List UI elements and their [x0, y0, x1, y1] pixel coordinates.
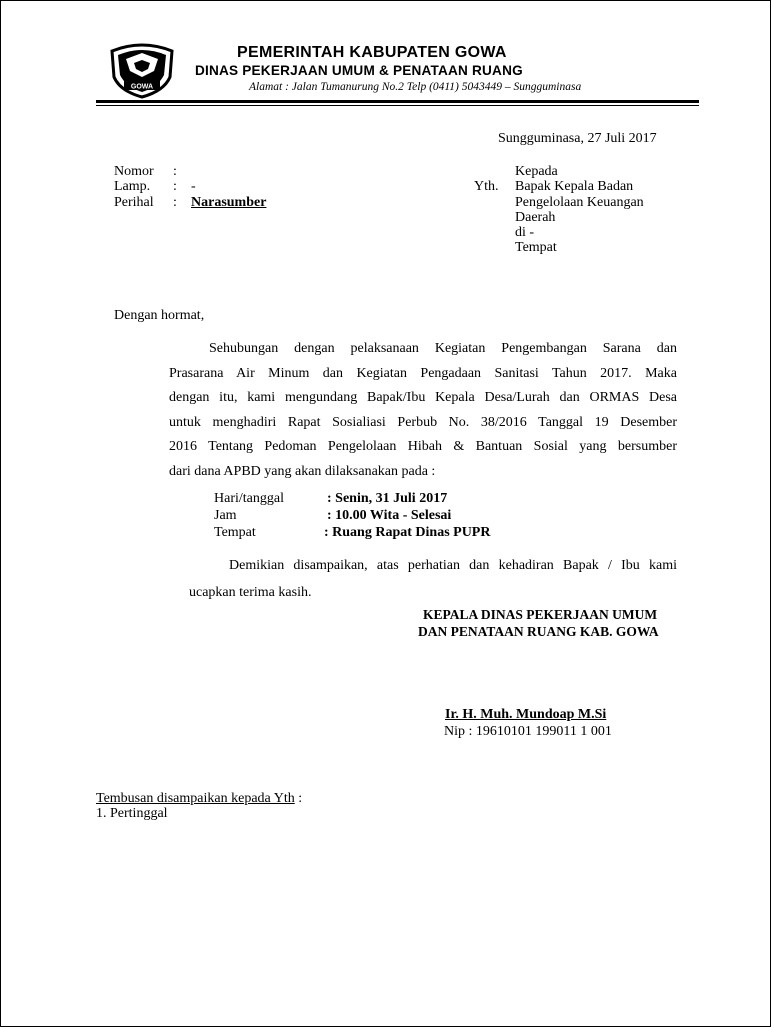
recipient-line-2: Pengelolaan Keuangan	[515, 195, 644, 210]
perihal-separator: :	[173, 195, 177, 210]
body-line: Sehubungan dengan pelaksanaan Kegiatan Pengembangan Sarana dan	[209, 341, 677, 356]
header-address: Alamat : Jalan Tumanurung No.2 Telp (0411) 5043449 – Sungguminasa	[249, 81, 582, 93]
body-line: Prasarana Air Minum dan Kegiatan Pengadaan Sanitasi Tahun 2017. Maka	[169, 365, 677, 381]
header-rule-thick	[96, 100, 699, 103]
lamp-value: -	[191, 179, 196, 194]
recipient-yth: Yth.	[474, 179, 499, 194]
schedule-hari-value: : Senin, 31 Juli 2017	[327, 491, 448, 506]
nomor-separator: :	[173, 164, 177, 179]
greeting: Dengan hormat,	[114, 308, 205, 323]
header-rule-thin	[96, 105, 699, 106]
nomor-label: Nomor	[114, 164, 154, 179]
recipient-tempat: Tempat	[515, 240, 557, 255]
recipient-kepada: Kepada	[515, 164, 558, 179]
recipient-line-3: Daerah	[515, 210, 556, 225]
schedule-tempat-value: : Ruang Rapat Dinas PUPR	[324, 525, 491, 540]
signatory-name: Ir. H. Muh. Mundoap M.Si	[445, 707, 607, 722]
body-line: dengan itu, kami mengundang Bapak/Ibu Kepala Desa/Lurah dan ORMAS Desa	[169, 390, 677, 406]
cc-heading-colon: :	[294, 791, 303, 806]
signature-title-1: KEPALA DINAS PEKERJAAN UMUM	[423, 607, 658, 622]
signatory-nip: Nip : 19610101 199011 1 001	[444, 724, 612, 739]
perihal-value: Narasumber	[191, 195, 267, 210]
cc-heading-text: Tembusan disampaikan kepada Yth	[96, 791, 295, 806]
recipient-di: di -	[515, 225, 535, 240]
lamp-label: Lamp.	[114, 179, 151, 194]
gowa-regency-emblem	[104, 41, 180, 99]
cc-heading	[96, 791, 302, 807]
schedule-tempat-label: Tempat	[214, 525, 256, 540]
svg-text:GOWA: GOWA	[130, 83, 154, 91]
body-line: 2016 Tentang Pedoman Pengelolaan Hibah & Bantuan Sosial yang bersumber	[169, 439, 677, 455]
body-line: dari dana APBD yang akan dilaksanakan pada :	[169, 463, 436, 479]
body-paragraph	[169, 337, 677, 485]
schedule-jam-label: Jam	[214, 508, 237, 523]
signature-title-2: DAN PENATAAN RUANG KAB. GOWA	[418, 624, 659, 639]
closing-line: Demikian disampaikan, atas perhatian dan kehadiran Bapak / Ibu kami	[229, 558, 677, 573]
header-title: PEMERINTAH KABUPATEN GOWA	[237, 44, 507, 61]
header-subtitle: DINAS PEKERJAAN UMUM & PENATAAN RUANG	[195, 63, 523, 78]
body-line: untuk menghadiri Rapat Sosialiasi Perbub No. 38/2016 Tanggal 19 Desember	[169, 414, 677, 430]
closing-paragraph	[189, 552, 677, 606]
schedule-jam-value: : 10.00 Wita - Selesai	[327, 508, 452, 523]
schedule-hari-label: Hari/tanggal	[214, 491, 284, 506]
perihal-label: Perihal	[114, 195, 154, 210]
recipient-line-1: Bapak Kepala Badan	[515, 179, 634, 194]
letter-date: Sungguminasa, 27 Juli 2017	[498, 131, 657, 146]
closing-line: ucapkan terima kasih.	[189, 585, 312, 600]
lamp-separator: :	[173, 179, 177, 194]
cc-item-1: 1. Pertinggal	[96, 806, 168, 821]
